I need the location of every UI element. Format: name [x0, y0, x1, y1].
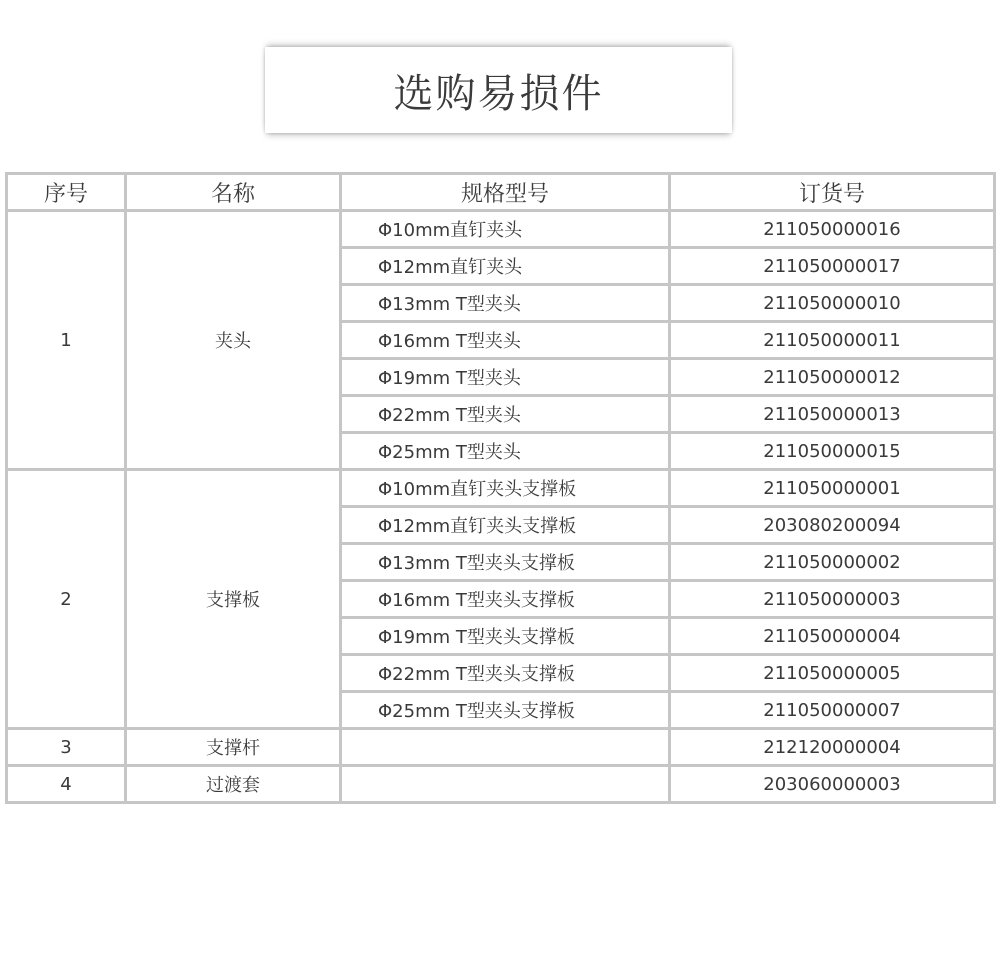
cell-order-number: 211050000005 — [670, 655, 995, 692]
cell-spec: Φ19mm T型夹头 — [341, 359, 670, 396]
table-row — [7, 470, 995, 507]
cell-order-number: 211050000013 — [670, 396, 995, 433]
cell-name: 支撑板 — [126, 470, 341, 729]
spare-parts-table — [5, 172, 996, 804]
cell-spec — [341, 729, 670, 766]
table-body — [7, 211, 995, 803]
cell-order-number: 211050000010 — [670, 285, 995, 322]
cell-order-number: 211050000003 — [670, 581, 995, 618]
cell-spec: Φ10mm直钉夹头支撑板 — [341, 470, 670, 507]
cell-name: 过渡套 — [126, 766, 341, 803]
cell-spec: Φ10mm直钉夹头 — [341, 211, 670, 248]
cell-spec: Φ19mm T型夹头支撑板 — [341, 618, 670, 655]
cell-order-number: 211050000001 — [670, 470, 995, 507]
cell-spec: Φ12mm直钉夹头支撑板 — [341, 507, 670, 544]
table-row — [7, 211, 995, 248]
cell-order-number: 203060000003 — [670, 766, 995, 803]
cell-no: 1 — [7, 211, 126, 470]
cell-order-number: 211050000015 — [670, 433, 995, 470]
cell-spec: Φ13mm T型夹头 — [341, 285, 670, 322]
cell-order-number: 211050000016 — [670, 211, 995, 248]
cell-spec — [341, 766, 670, 803]
cell-spec: Φ22mm T型夹头 — [341, 396, 670, 433]
cell-order-number: 212120000004 — [670, 729, 995, 766]
title-box — [265, 47, 732, 133]
cell-spec: Φ12mm直钉夹头 — [341, 248, 670, 285]
cell-order-number: 211050000002 — [670, 544, 995, 581]
cell-spec: Φ25mm T型夹头 — [341, 433, 670, 470]
cell-order-number: 211050000012 — [670, 359, 995, 396]
cell-name: 支撑杆 — [126, 729, 341, 766]
cell-spec: Φ22mm T型夹头支撑板 — [341, 655, 670, 692]
cell-order-number: 211050000011 — [670, 322, 995, 359]
table-header-row — [7, 174, 995, 211]
cell-name: 夹头 — [126, 211, 341, 470]
cell-spec: Φ25mm T型夹头支撑板 — [341, 692, 670, 729]
cell-order-number: 211050000017 — [670, 248, 995, 285]
cell-no: 4 — [7, 766, 126, 803]
cell-order-number: 203080200094 — [670, 507, 995, 544]
cell-no: 3 — [7, 729, 126, 766]
cell-order-number: 211050000004 — [670, 618, 995, 655]
cell-spec: Φ13mm T型夹头支撑板 — [341, 544, 670, 581]
header-order-number: 订货号 — [670, 174, 995, 211]
header-no: 序号 — [7, 174, 126, 211]
cell-order-number: 211050000007 — [670, 692, 995, 729]
cell-spec: Φ16mm T型夹头 — [341, 322, 670, 359]
cell-no: 2 — [7, 470, 126, 729]
header-name: 名称 — [126, 174, 341, 211]
cell-spec: Φ16mm T型夹头支撑板 — [341, 581, 670, 618]
header-spec: 规格型号 — [341, 174, 670, 211]
table-row — [7, 729, 995, 766]
page-title: 选购易损件 — [393, 70, 604, 117]
table-row — [7, 766, 995, 803]
